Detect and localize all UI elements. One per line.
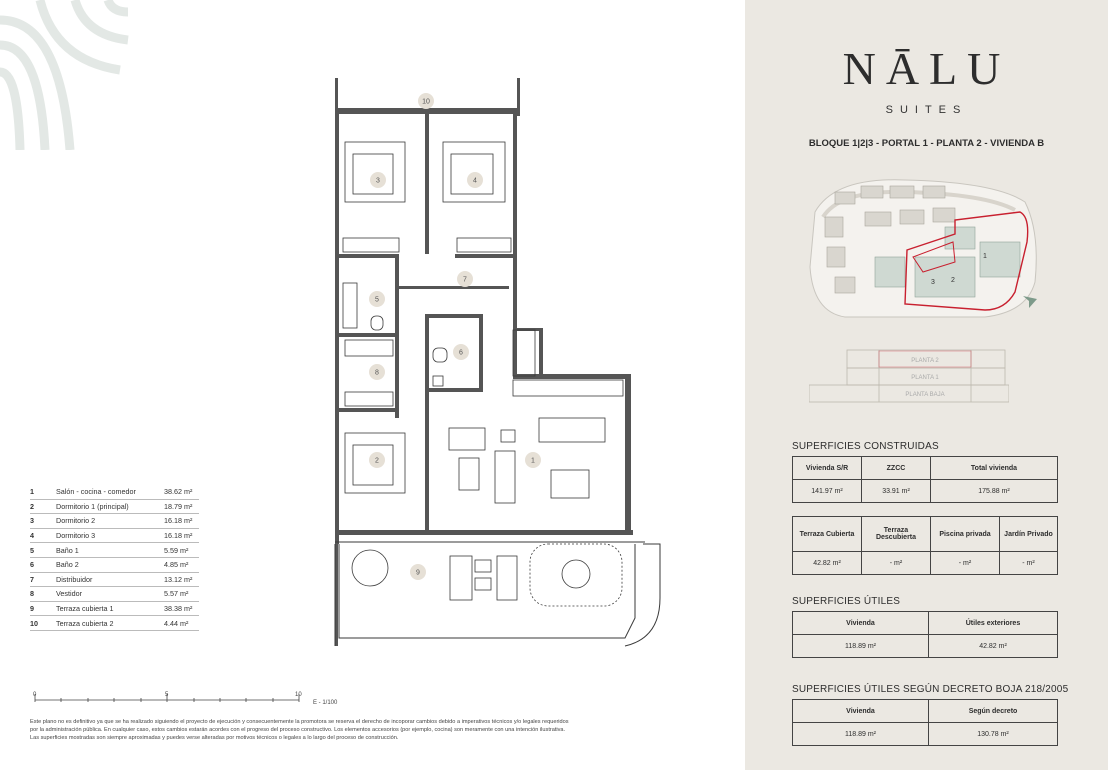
- table-cell: 118.89 m²: [793, 723, 929, 746]
- floor-label: PLANTA 1: [911, 375, 939, 381]
- floor-plan: [325, 78, 665, 648]
- table-header: Jardín Privado: [1000, 517, 1058, 552]
- plan-label: 10: [422, 98, 430, 106]
- room-area: 16.18 m²: [164, 528, 199, 543]
- table-construidas: [792, 456, 1058, 503]
- room-name: Dormitorio 1 (principal): [56, 499, 164, 514]
- room-row: [30, 616, 199, 631]
- unit-heading: BLOQUE 1|2|3 - PORTAL 1 - PLANTA 2 - VIVIENDA B: [808, 138, 1045, 149]
- room-area: 13.12 m²: [164, 572, 199, 587]
- room-name: Baño 1: [56, 543, 164, 558]
- room-area: 18.79 m²: [164, 499, 199, 514]
- table-header: Total vivienda: [931, 457, 1058, 480]
- room-name: Distribuidor: [56, 572, 164, 587]
- table-cell: 118.89 m²: [793, 635, 929, 658]
- table-header: Terraza Cubierta: [793, 517, 862, 552]
- room-num: 2: [30, 499, 56, 514]
- north-arrow-icon: [1022, 295, 1038, 309]
- table-cell: 130.78 m²: [929, 723, 1058, 746]
- table-header: Vivienda: [793, 612, 929, 635]
- floor-label: PLANTA BAJA: [905, 392, 945, 398]
- scale-bar: [34, 690, 304, 709]
- table-header: ZZCC: [862, 457, 931, 480]
- table-header: Vivienda: [793, 700, 929, 723]
- room-num: 3: [30, 514, 56, 529]
- section-title-construidas: SUPERFICIES CONSTRUIDAS: [792, 441, 939, 452]
- room-num: 1: [30, 485, 56, 499]
- table-cell: 175.88 m²: [931, 480, 1058, 503]
- room-area: 4.44 m²: [164, 616, 199, 631]
- disclaimer-line: Las superficies mostradas son siempre aproximadas y puedes verse alteradas por motivos técnicos o legales a lo largo del proceso de construcción.: [30, 735, 399, 741]
- room-name: Salón - cocina - comedor: [56, 485, 164, 499]
- table-cell: - m²: [1000, 552, 1058, 575]
- table-cell: 42.82 m²: [793, 552, 862, 575]
- table-decreto: [792, 699, 1058, 746]
- plan-label: 4: [473, 177, 477, 185]
- plan-label: 5: [375, 296, 379, 304]
- sitemap-label: 2: [951, 277, 955, 284]
- sitemap-label: 3: [931, 279, 935, 286]
- plan-label: 3: [376, 177, 380, 185]
- room-name: Vestidor: [56, 587, 164, 602]
- scale-tick-10: 10: [295, 692, 302, 698]
- table-cell: 33.91 m²: [862, 480, 931, 503]
- room-row: [30, 587, 199, 602]
- room-area: 16.18 m²: [164, 514, 199, 529]
- disclaimer-line: por la administración pública. En cualquier caso, estos cambios estarán acordes con el progreso del proceso constructivo. Los elementos accesorios (por ejemplo, cocina) son meramente con una intención ilustrativa.: [30, 727, 566, 733]
- room-area: 4.85 m²: [164, 557, 199, 572]
- section-title-decreto: SUPERFICIES ÚTILES SEGÚN DECRETO BOJA 218/2005: [792, 684, 1069, 695]
- scale-label: E - 1/100: [313, 700, 338, 706]
- table-exteriores: [792, 516, 1058, 575]
- decorative-logo-icon: [0, 0, 130, 150]
- plan-label: 7: [463, 276, 467, 284]
- room-num: 5: [30, 543, 56, 558]
- plan-label: 2: [375, 457, 379, 465]
- plan-label: 8: [375, 369, 379, 377]
- disclaimer-line: Este plano no es definitivo ya que se ha realizado siguiendo el proyecto de ejecución y consecuentemente la promotora se reserva el derecho de incoporar cambios debido a imperativos técnicos y/o legales requeridos: [30, 719, 569, 725]
- floor-stack: [809, 348, 1009, 404]
- room-num: 4: [30, 528, 56, 543]
- table-header: Piscina privada: [931, 517, 1000, 552]
- room-name: Baño 2: [56, 557, 164, 572]
- room-num: 7: [30, 572, 56, 587]
- room-area: 5.57 m²: [164, 587, 199, 602]
- plan-label: 9: [416, 569, 420, 577]
- room-area: 38.38 m²: [164, 601, 199, 616]
- table-header: Útiles exteriores: [929, 612, 1058, 635]
- room-row: [30, 528, 199, 543]
- disclaimer: [30, 718, 730, 742]
- room-row: [30, 499, 199, 514]
- room-name: Terraza cubierta 1: [56, 601, 164, 616]
- room-legend: [30, 485, 199, 631]
- room-row: [30, 557, 199, 572]
- room-row: [30, 514, 199, 529]
- room-name: Dormitorio 2: [56, 514, 164, 529]
- room-area: 5.59 m²: [164, 543, 199, 558]
- info-panel: [745, 0, 1108, 770]
- room-num: 10: [30, 616, 56, 631]
- sitemap-label: 1: [983, 253, 987, 260]
- scale-tick-0: 0: [33, 692, 37, 698]
- table-cell: - m²: [862, 552, 931, 575]
- table-header: Terraza Descubierta: [862, 517, 931, 552]
- plan-label: 1: [531, 457, 535, 465]
- room-name: Dormitorio 3: [56, 528, 164, 543]
- section-title-utiles: SUPERFICIES ÚTILES: [792, 596, 901, 607]
- table-utiles: [792, 611, 1058, 658]
- room-num: 6: [30, 557, 56, 572]
- room-row: [30, 572, 199, 587]
- floor-label: PLANTA 2: [911, 358, 939, 364]
- table-cell: 42.82 m²: [929, 635, 1058, 658]
- room-num: 9: [30, 601, 56, 616]
- plan-label: 6: [459, 349, 463, 357]
- room-name: Terraza cubierta 2: [56, 616, 164, 631]
- brand-title: NĀLU: [842, 43, 1011, 94]
- room-num: 8: [30, 587, 56, 602]
- site-map: [805, 172, 1045, 322]
- brand-subtitle: SUITES: [885, 104, 968, 116]
- room-row: [30, 543, 199, 558]
- table-cell: - m²: [931, 552, 1000, 575]
- room-row: [30, 485, 199, 499]
- table-header: Vivienda S/R: [793, 457, 862, 480]
- table-cell: 141.97 m²: [793, 480, 862, 503]
- room-area: 38.62 m²: [164, 485, 199, 499]
- table-header: Según decreto: [929, 700, 1058, 723]
- scale-tick-5: 5: [165, 692, 169, 698]
- room-row: [30, 601, 199, 616]
